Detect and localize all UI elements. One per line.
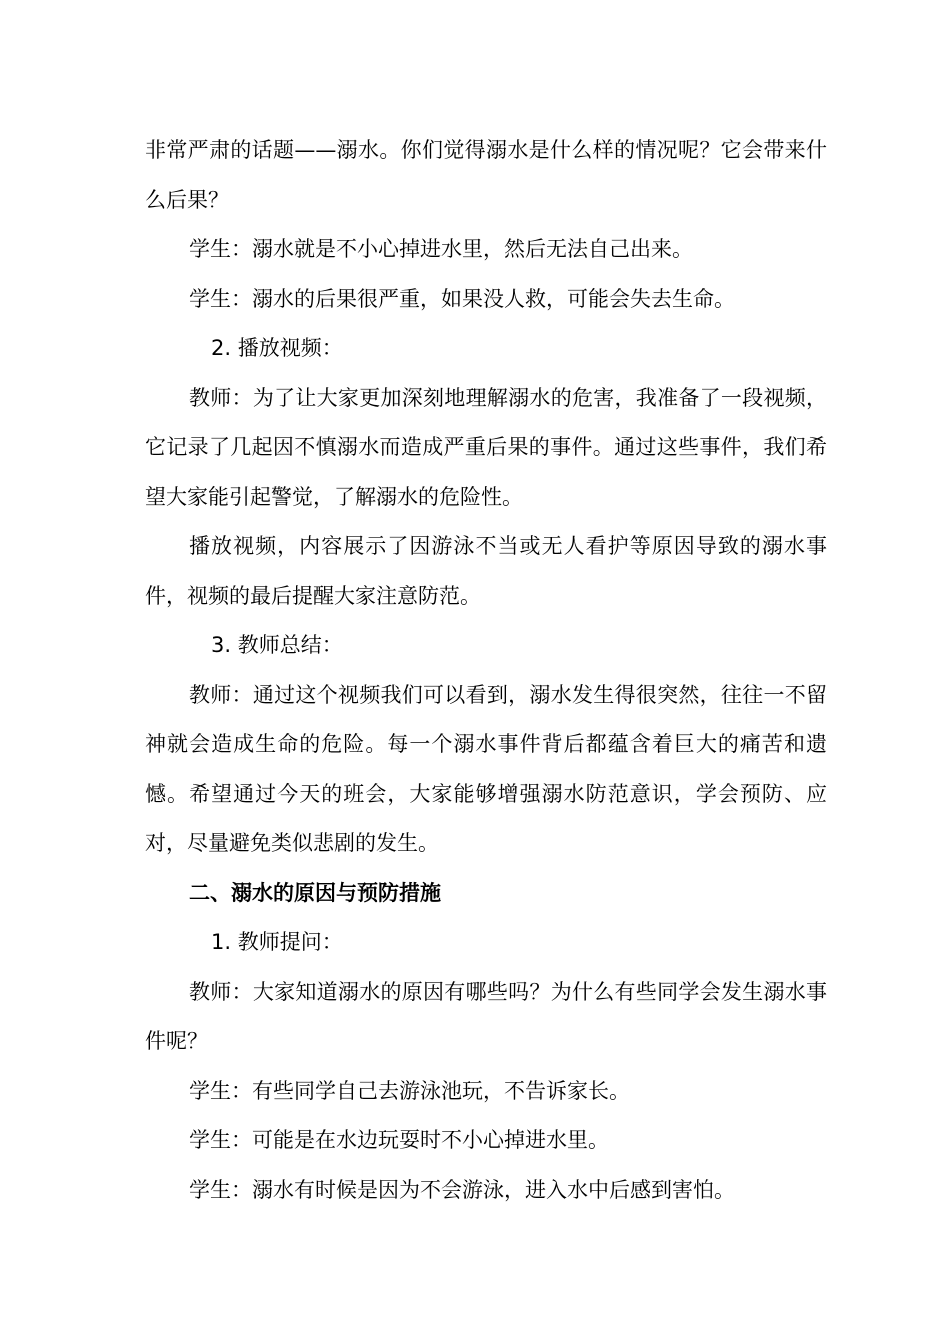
paragraph-student-answer: 学生：溺水就是不小心掉进水里，然后无法自己出来。 — [189, 237, 693, 261]
paragraph-teacher-video-intro: 教师：为了让大家更加深刻地理解溺水的危害，我准备了一段视频，它记录了几起因不慎溺水而造成严重后果的事件。通过这些事件，我们希望大家能引起警觉，了解溺水的危险性。 — [145, 385, 827, 509]
numbered-item-teacher-summary: 3. 教师总结： — [211, 633, 343, 657]
section-heading: 二、溺水的原因与预防措施 — [189, 880, 441, 905]
paragraph-student-answer: 学生：有些同学自己去游泳池玩，不告诉家长。 — [189, 1078, 630, 1103]
paragraph-student-answer: 学生：溺水的后果很严重，如果没人救，可能会失去生命。 — [189, 286, 735, 311]
paragraph-teacher-summary: 教师：通过这个视频我们可以看到，溺水发生得很突然，往往一不留神就会造成生命的危险。每一个溺水事件背后都蕴含着巨大的痛苦和遗憾。希望通过今天的班会，大家能够增强溺水防范意识，学会预防、应对，尽量避免类似悲剧的发生。 — [145, 682, 827, 855]
numbered-item-teacher-question: 1. 教师提问： — [211, 930, 343, 954]
paragraph-teacher-question: 教师：大家知道溺水的原因有哪些吗？为什么有些同学会发生溺水事件呢？ — [145, 979, 827, 1053]
document-body — [145, 126, 827, 1215]
paragraph-student-answer: 学生：可能是在水边玩耍时不小心掉进水里。 — [189, 1128, 609, 1152]
numbered-item-play-video: 2. 播放视频： — [211, 336, 343, 360]
paragraph-video-description: 播放视频，内容展示了因游泳不当或无人看护等原因导致的溺水事件，视频的最后提醒大家注意防范。 — [145, 534, 827, 608]
paragraph-student-answer: 学生：溺水有时候是因为不会游泳，进入水中后感到害怕。 — [189, 1177, 735, 1202]
paragraph-continuation: 非常严肃的话题——溺水。你们觉得溺水是什么样的情况呢？它会带来什么后果？ — [145, 138, 827, 212]
